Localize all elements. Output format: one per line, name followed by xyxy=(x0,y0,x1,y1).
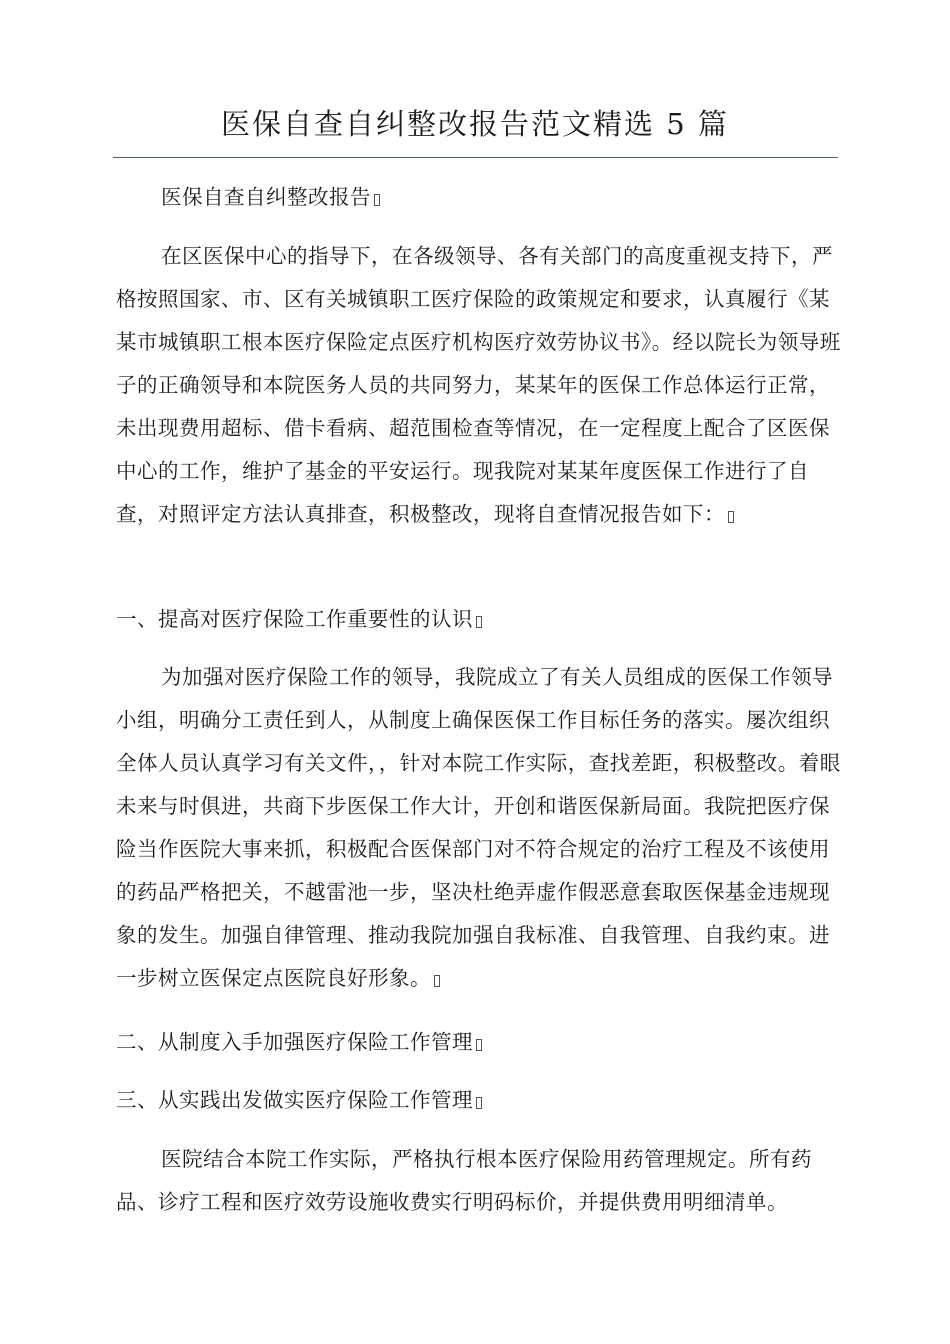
paragraph-mark-icon xyxy=(476,1097,482,1109)
section-body-1 xyxy=(116,656,846,1000)
body-3-text: 医院结合本院工作实际，严格执行根本医疗保险用药管理规定。所有药品、诊疗工程和医疗效劳设施收费实行明码标价，并提供费用明细清单。 xyxy=(116,1147,812,1214)
section-heading-2 xyxy=(116,1021,846,1064)
section-body-3 xyxy=(116,1138,846,1224)
section-heading-1 xyxy=(116,598,846,641)
paragraph-mark-icon xyxy=(476,1039,482,1051)
paragraph-mark-icon xyxy=(728,511,734,523)
paragraph-mark-icon xyxy=(434,975,440,987)
paragraph-mark-icon xyxy=(476,616,482,628)
document-title: 医保自查自纠整改报告范文精选 5 篇 xyxy=(221,107,729,141)
heading-3-text: 三、从实践出发做实医疗保险工作管理 xyxy=(116,1088,473,1112)
section-heading-3 xyxy=(116,1079,846,1122)
body-1-text: 为加强对医疗保险工作的领导，我院成立了有关人员组成的医保工作领导小组，明确分工责任到人，从制度上确保医保工作目标任务的落实。屡次组织全体人员认真学习有关文件，，针对本院工作实际，查找差距，积极整改。着眼未来与时俱进，共商下步医保工作大计，开创和谐医保新局面。我院把医疗保险当作医院大事来抓，积极配合医保部门对不符合规定的治疗工程及不该使用的药品严格把关，不越雷池一步，坚决杜绝弄虚作假恶意套取医保基金违规现象的发生。加强自律管理、推动我院加强自我标准、自我管理、自我约束。进一步树立医保定点医院良好形象。 xyxy=(116,665,841,990)
subtitle-text: 医保自查自纠整改报告 xyxy=(161,185,371,209)
subtitle-paragraph xyxy=(116,176,846,219)
intro-paragraph xyxy=(116,235,846,536)
paragraph-mark-icon xyxy=(374,194,380,206)
title-divider xyxy=(113,157,838,158)
heading-2-text: 二、从制度入手加强医疗保险工作管理 xyxy=(116,1030,473,1054)
intro-text: 在区医保中心的指导下，在各级领导、各有关部门的高度重视支持下，严格按照国家、市、区有关城镇职工医疗保险的政策规定和要求，认真履行《某某市城镇职工根本医疗保险定点医疗机构医疗效劳协议书》。经以院长为领导班子的正确领导和本院医务人员的共同努力，某某年的医保工作总体运行正常，未出现费用超标、借卡看病、超范围检查等情况，在一定程度上配合了区医保中心的工作，维护了基金的平安运行。现我院对某某年度医保工作进行了自查，对照评定方法认真排查，积极整改，现将自查情况报告如下： xyxy=(116,244,841,526)
heading-1-text: 一、提高对医疗保险工作重要性的认识 xyxy=(116,607,473,631)
